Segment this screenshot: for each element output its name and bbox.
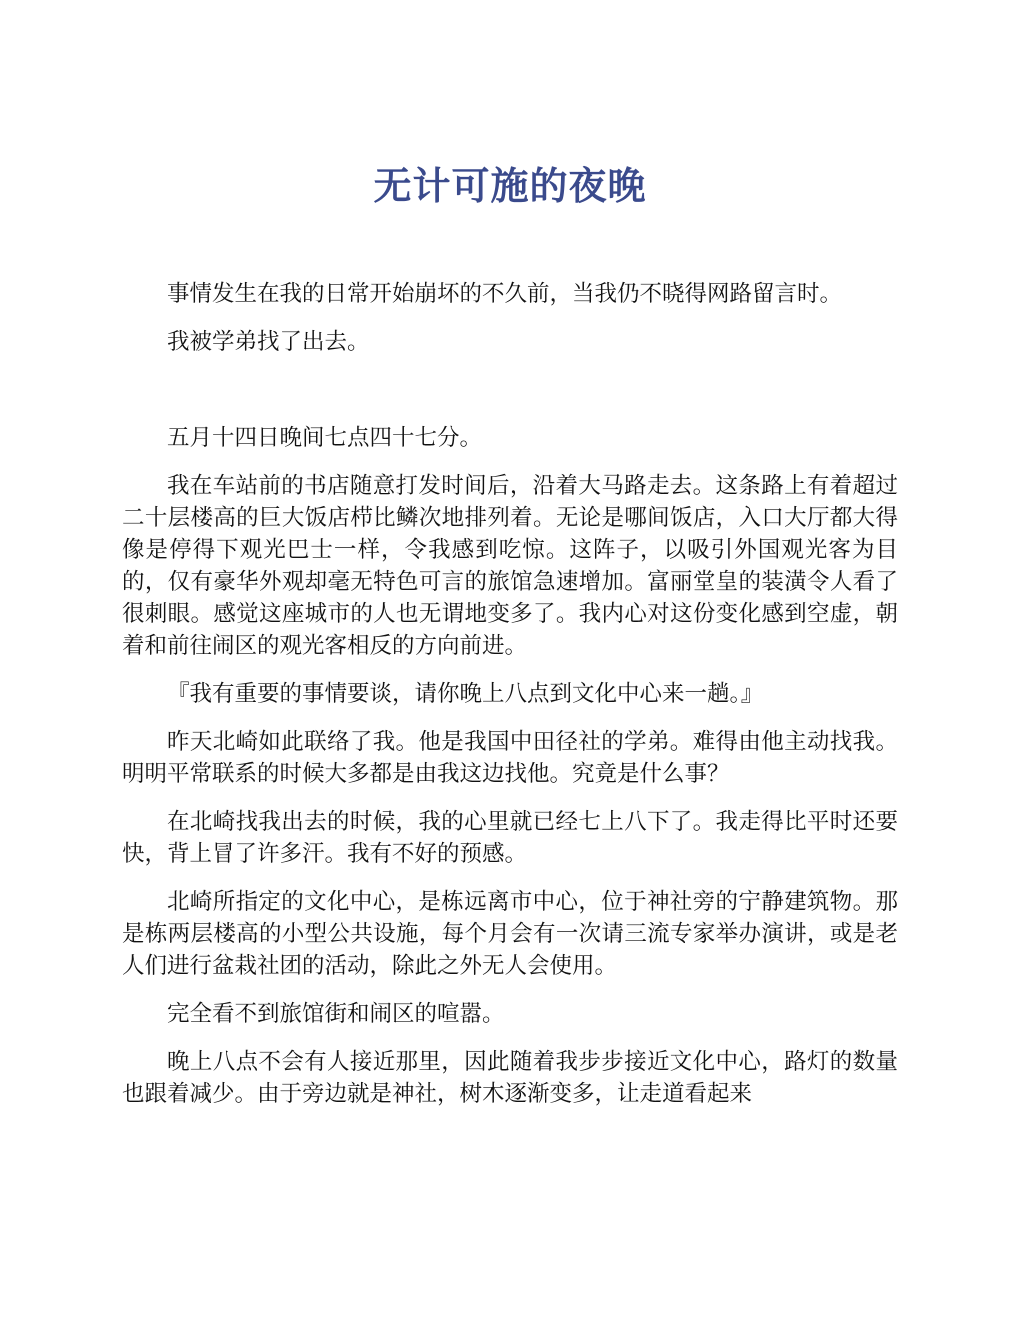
paragraph: 完全看不到旅馆街和闹区的喧嚣。 — [167, 1001, 505, 1027]
paragraph: 五月十四日晚间七点四十七分。 — [167, 425, 483, 451]
paragraph: 在北崎找我出去的时候，我的心里就已经七上八下了。我走得比平时还要快，背上冒了许多汗。我有不好的预感。 — [122, 809, 898, 867]
blank-line — [122, 374, 898, 406]
paragraph: 我在车站前的书店随意打发时间后，沿着大马路走去。这条路上有着超过二十层楼高的巨大饭店栉比鳞次地排列着。无论是哪间饭店，入口大厅都大得像是停得下观光巴士一样，令我感到吃惊。这阵子，以吸引外国观光客为目的，仅有豪华外观却毫无特色可言的旅馆急速增加。富丽堂皇的装潢令人看了很刺眼。感觉这座城市的人也无谓地变多了。我内心对这份变化感到空虚，朝着和前往闹区的观光客相反的方向前进。 — [122, 473, 898, 659]
paragraph: 晚上八点不会有人接近那里，因此随着我步步接近文化中心，路灯的数量也跟着减少。由于旁边就是神社，树木逐渐变多，让走道看起来 — [122, 1049, 898, 1107]
paragraph: 北崎所指定的文化中心，是栋远离市中心，位于神社旁的宁静建筑物。那是栋两层楼高的小型公共设施，每个月会有一次请三流专家举办演讲，或是老人们进行盆栽社团的活动，除此之外无人会使用。 — [122, 889, 898, 979]
paragraph: 事情发生在我的日常开始崩坏的不久前，当我仍不晓得网路留言时。 — [167, 281, 843, 307]
paragraph: 『我有重要的事情要谈，请你晚上八点到文化中心来一趟。』 — [167, 681, 764, 707]
chapter-title: 无计可施的夜晚 — [373, 164, 647, 208]
paragraph: 我被学弟找了出去。 — [167, 329, 370, 355]
document-body — [122, 278, 898, 1126]
paragraph: 昨天北崎如此联络了我。他是我国中田径社的学弟。难得由他主动找我。明明平常联系的时候大多都是由我这边找他。究竟是什么事？ — [122, 729, 898, 787]
